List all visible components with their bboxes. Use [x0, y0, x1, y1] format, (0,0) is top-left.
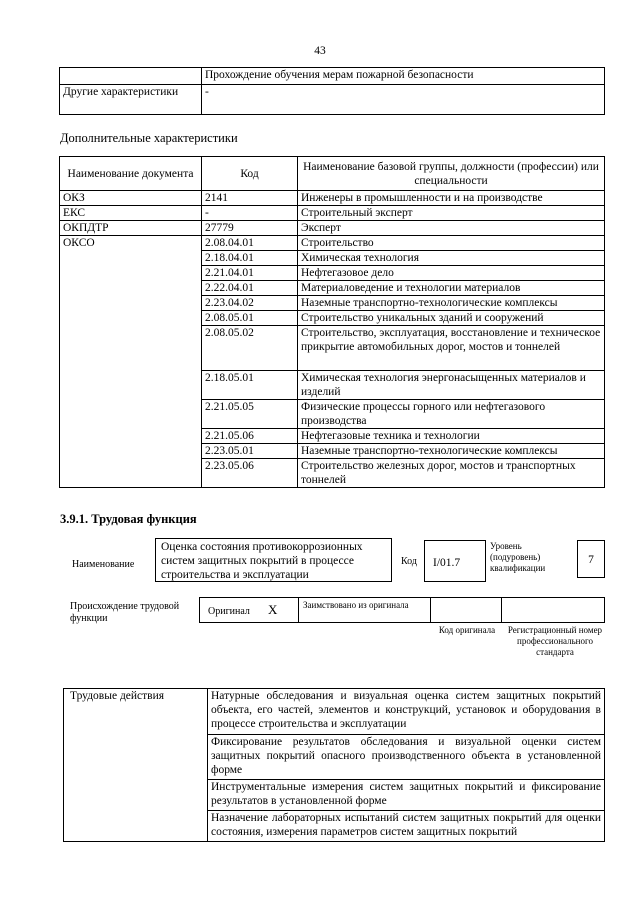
code-cell: 2141	[202, 191, 298, 206]
group-name-cell: Строительный эксперт	[298, 206, 605, 221]
other-characteristics-label: Другие характеристики	[60, 85, 202, 115]
labour-action-item: Натурные обследования и визуальная оценка систем защитных покрытий объекта, его частей, элементов и конструкций, установок и оборудования в процессе строительства и эксплуатации	[208, 689, 605, 735]
top-table	[59, 67, 605, 115]
code-cell: 2.08.05.01	[202, 311, 298, 326]
additional-characteristics-heading: Дополнительные характеристики	[60, 131, 238, 145]
code-cell: 2.08.04.01	[202, 236, 298, 251]
group-name-cell: Строительство, эксплуатация, восстановление и техническое прикрытие автомобильных дорог, мостов и тоннелей	[298, 326, 605, 371]
function-name-label: Наименование	[72, 559, 135, 570]
group-name-cell: Физические процессы горного или нефтегазового производства	[298, 400, 605, 429]
classification-row	[60, 206, 605, 221]
labour-actions-table	[63, 688, 605, 842]
training-requirement: Прохождение обучения мерам пожарной безопасности	[202, 68, 605, 85]
labour-action-item: Инструментальные измерения систем защитных покрытий и фиксирование результатов в установленной форме	[208, 780, 605, 811]
code-cell: 2.23.04.02	[202, 296, 298, 311]
code-cell: 2.23.05.06	[202, 459, 298, 488]
code-cell: 2.22.04.01	[202, 281, 298, 296]
group-name-cell: Нефтегазовые техника и технологии	[298, 429, 605, 444]
code-cell: -	[202, 206, 298, 221]
classification-header-row	[60, 157, 605, 191]
code-cell: 2.18.04.01	[202, 251, 298, 266]
origin-label: Происхождение трудовой функции	[70, 601, 180, 624]
qualification-level-value: 7	[577, 540, 605, 578]
header-code: Код	[202, 157, 298, 191]
function-name-value: Оценка состояния противокоррозионных систем защитных покрытий в процессе строительства и эксплуатации	[155, 538, 392, 582]
code-cell: 2.21.05.06	[202, 429, 298, 444]
header-document: Наименование документа	[60, 157, 202, 191]
original-code-caption: Код оригинала	[438, 625, 496, 635]
original-label: Оригинал	[208, 606, 250, 617]
top-table-empty-cell	[60, 68, 202, 85]
group-name-cell: Строительство	[298, 236, 605, 251]
labour-actions-label: Трудовые действия	[64, 689, 208, 842]
classification-row	[60, 236, 605, 251]
section-heading: 3.9.1. Трудовая функция	[60, 512, 197, 526]
group-name-cell: Материаловедение и технологии материалов	[298, 281, 605, 296]
document-cell: ОКПДТР	[60, 221, 202, 236]
group-name-cell: Строительство железных дорог, мостов и транспортных тоннелей	[298, 459, 605, 488]
function-code-value: I/01.7	[424, 540, 486, 582]
code-cell: 2.08.05.02	[202, 326, 298, 371]
group-name-cell: Химическая технология	[298, 251, 605, 266]
borrowed-label: Заимствовано из оригинала	[303, 600, 409, 610]
document-cell: ЕКС	[60, 206, 202, 221]
original-mark: X	[268, 602, 278, 617]
classification-table	[59, 156, 605, 488]
other-characteristics-value: -	[202, 85, 605, 115]
origin-divider-3	[501, 598, 502, 622]
group-name-cell: Наземные транспортно-технологические комплексы	[298, 444, 605, 459]
group-name-cell: Химическая технология энергонасыщенных материалов и изделий	[298, 371, 605, 400]
classification-row	[60, 221, 605, 236]
labour-action-item: Фиксирование результатов обследования и визуальной оценки систем защитных покрытий опасного производственного объекта в установленной форме	[208, 735, 605, 780]
code-cell: 2.18.05.01	[202, 371, 298, 400]
code-cell: 27779	[202, 221, 298, 236]
page-number: 43	[314, 45, 326, 57]
document-cell: ОКЗ	[60, 191, 202, 206]
code-cell: 2.23.05.01	[202, 444, 298, 459]
group-name-cell: Нефтегазовое дело	[298, 266, 605, 281]
group-name-cell: Строительство уникальных зданий и сооружений	[298, 311, 605, 326]
header-group-name: Наименование базовой группы, должности (профессии) или специальности	[298, 157, 605, 191]
registration-number-caption: Регистрационный номер профессионального стандарта	[507, 625, 603, 657]
group-name-cell: Эксперт	[298, 221, 605, 236]
labour-action-item: Назначение лабораторных испытаний систем защитных покрытий для оценки состояния, измерения параметров систем защитных покрытий	[208, 811, 605, 842]
code-cell: 2.21.05.05	[202, 400, 298, 429]
function-code-label: Код	[401, 556, 417, 567]
group-name-cell: Инженеры в промышленности и на производстве	[298, 191, 605, 206]
document-cell: ОКСО	[60, 236, 202, 488]
qualification-level-label: Уровень (подуровень) квалификации	[490, 541, 546, 573]
origin-box	[199, 597, 605, 623]
classification-row	[60, 191, 605, 206]
origin-divider-2	[430, 598, 431, 622]
labour-action-row	[64, 689, 605, 735]
origin-divider-1	[298, 598, 299, 622]
code-cell: 2.21.04.01	[202, 266, 298, 281]
group-name-cell: Наземные транспортно-технологические комплексы	[298, 296, 605, 311]
